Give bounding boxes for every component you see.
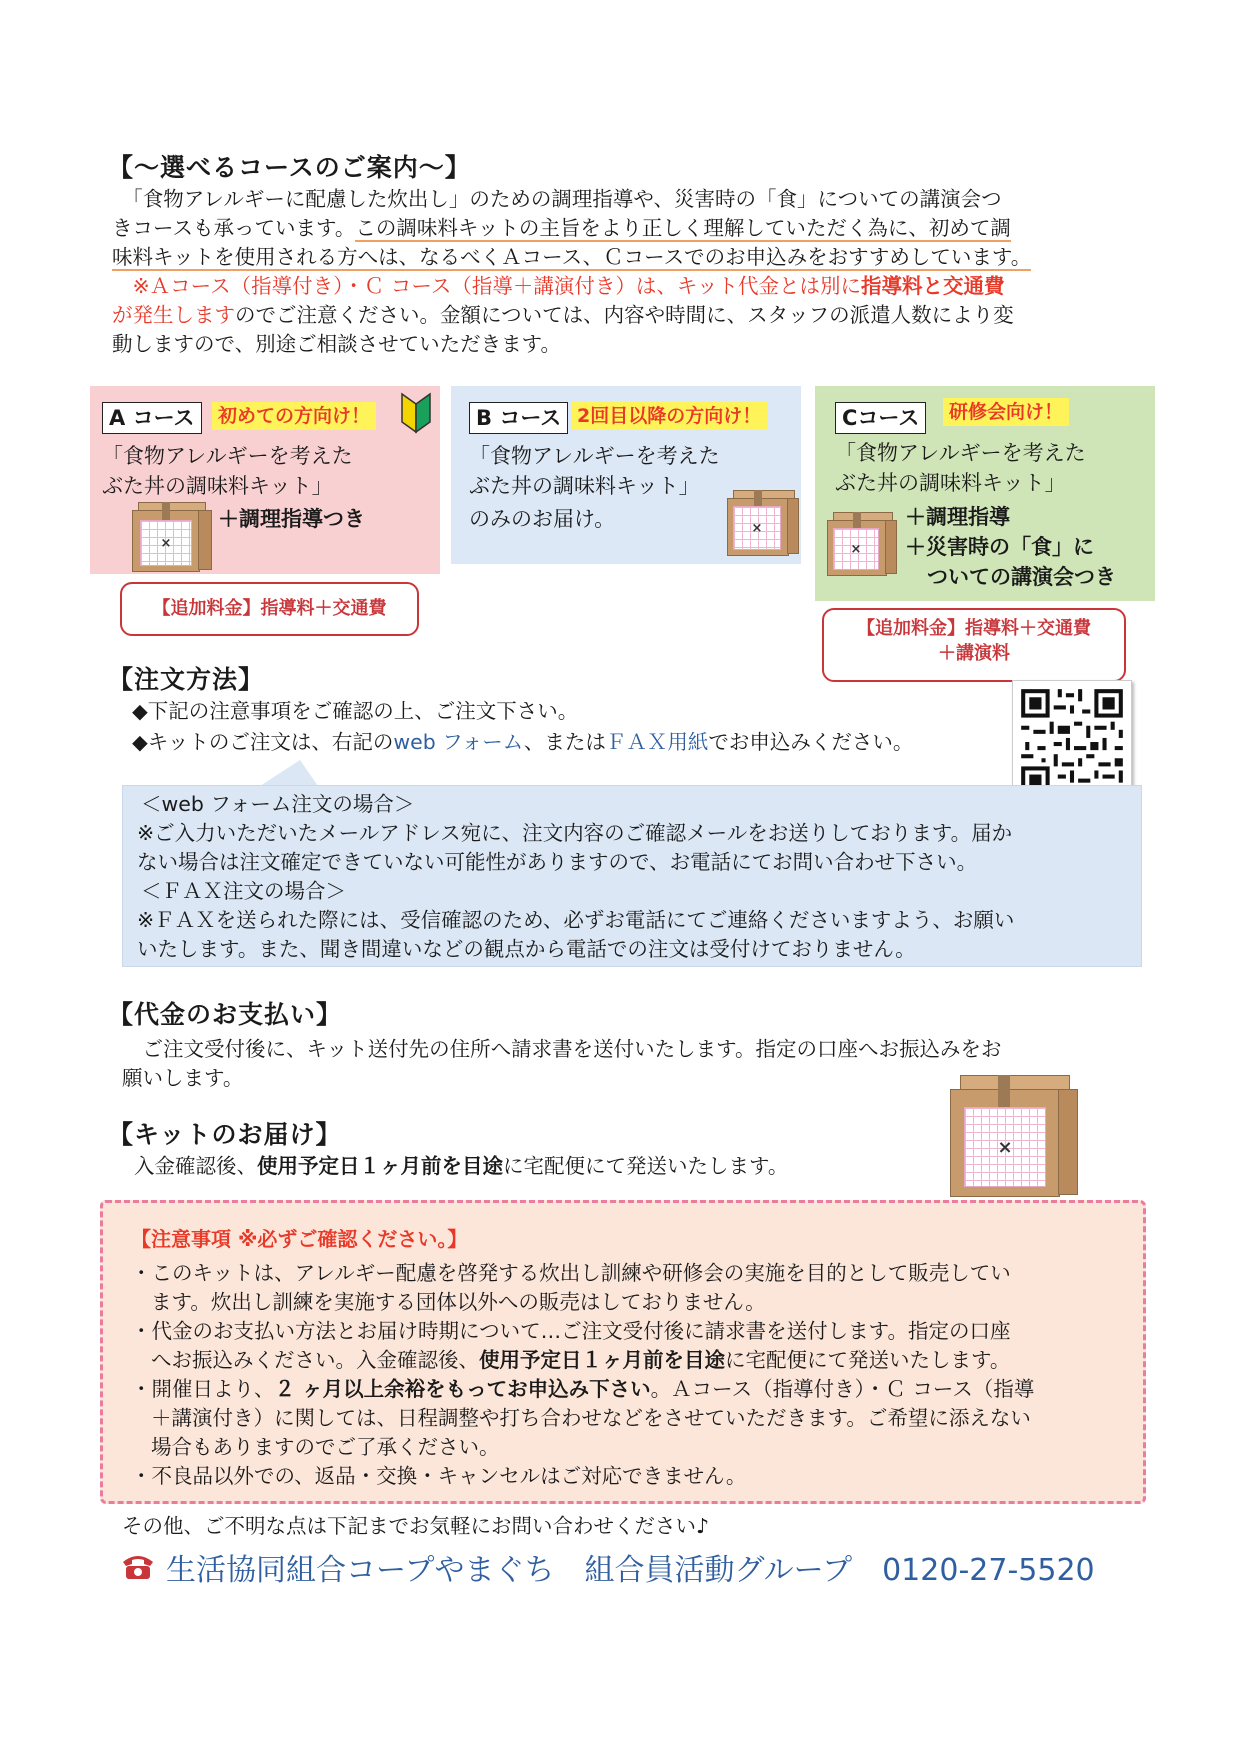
notice-heading: 【注意事項 ※必ずご確認ください。】: [131, 1227, 468, 1251]
web-order-heading: ＜web フォーム注文の場合＞: [141, 792, 415, 816]
kit-box-icon: ×: [950, 1075, 1080, 1200]
course-c-card: [815, 386, 1155, 601]
courses-intro: 「食物アレルギーに配慮した炊出し」のための調理指導や、災害時の「食」についての講演会つ きコースも承っています。この調味料キットの主旨をより正しく理解していただく為に、初めて調 味料キットを使用される方へは、なるべくＡコース、Ｃコースでのお申込みをおすすめしています。 ※Ａコース（指導付き）・Ｃ コース（指導＋講演付き）は、キット代金とは別に指導料と交通費 が発生しますのでご注意ください。金額については、内容や時間に、スタッフの派遣人数により変 動しますので、別途ご相談させていただきます。: [112, 187, 1032, 356]
beginner-mark-icon: [398, 392, 434, 434]
kit-box-icon: ×: [727, 490, 807, 560]
telephone-icon: [120, 1551, 156, 1581]
course-a-extra: ＋調理指導つき: [218, 507, 365, 531]
course-a-label: A コース: [102, 402, 202, 434]
organization-contact: 生活協同組合コープやまぐち 組合員活動グループ 0120-27-5520: [166, 1553, 1095, 1588]
course-b-tag: 2回目以降の方向け！: [571, 402, 767, 430]
course-a-tag: 初めての方向け！: [212, 402, 376, 430]
order-line-1: ◆下記の注意事項をご確認の上、ご注文下さい。: [132, 699, 579, 723]
courses-heading: 【～選べるコースのご案内～】: [108, 153, 471, 182]
course-a-title: 「食物アレルギーを考えた ぶた丼の調味料キット」: [102, 444, 353, 498]
web-form-link[interactable]: web フォーム: [393, 730, 524, 754]
course-b-card: [451, 386, 801, 564]
delivery-heading: 【キットのお届け】: [108, 1120, 342, 1149]
order-line-2: ◆キットのご注文は、右記のweb フォーム、またはＦＡＸ用紙でお申込みください。: [132, 730, 914, 754]
payment-text: ご注文受付後に、キット送付先の住所へ請求書を送付いたします。指定の口座へお振込みをお 願いします。: [122, 1037, 1002, 1090]
kit-box-icon: ×: [827, 512, 907, 582]
order-detail-box: ＜web フォーム注文の場合＞ ※ご入力いただいたメールアドレス宛に、注文内容のご確認メールをお送りしております。届か ない場合は注文確定できていない可能性がありますので、お電話にてお問い合わせ下さい。 ＜ＦＡＸ注文の場合＞ ※ＦＡＸを送られた際には、受信確認のため、必ずお電話にてご連絡くださいますよう、お願い いたします。また、聞き間違いなどの観点から電話での注文は受付けておりません。: [122, 785, 1142, 967]
notice-box: [100, 1200, 1146, 1504]
order-heading: 【注文方法】: [108, 665, 265, 694]
course-a-fee: 【追加料金】指導料＋交通費: [120, 582, 419, 636]
delivery-text: 入金確認後、使用予定日１ヶ月前を目途に宅配便にて発送いたします。: [134, 1154, 789, 1178]
fax-form-link[interactable]: ＦＡＸ用紙: [605, 730, 709, 754]
payment-heading: 【代金のお支払い】: [108, 1000, 343, 1029]
course-b-title: 「食物アレルギーを考えた ぶた丼の調味料キット」: [469, 444, 720, 498]
course-b-label: B コース: [469, 402, 568, 434]
course-c-fee: 【追加料金】指導料＋交通費 ＋講演料: [822, 608, 1126, 682]
inquiry-text: その他、ご不明な点は下記までお気軽にお問い合わせください♪: [122, 1514, 710, 1538]
course-c-extra: ＋調理指導 ＋災害時の「食」に ついての講演会つき: [905, 505, 1116, 589]
bubble-pointer: [260, 760, 320, 786]
course-a-card: [90, 386, 440, 574]
course-c-label: Cコース: [835, 402, 926, 434]
notice-list: ・このキットは、アレルギー配慮を啓発する炊出し訓練や研修会の実施を目的として販売してい ます。炊出し訓練を実施する団体以外への販売はしておりません。 ・代金のお支払い方法とお届け時期について…ご注文受付後に請求書を送付します。指定の口座 へお振込みください。入金確認後、使用予定日１ヶ月前を目途に宅配便にて発送いたします。 ・開催日より、２ ヶ月以上余裕をもってお申込み下さい。Ａコース（指導付き）・Ｃ コース（指導 ＋講演付き）に関しては、日程調整や打ち合わせなどをさせていただきます。ご希望に添えない 場合もありますのでご了承ください。 ・不良品以外での、返品・交換・キャンセルはご対応できません。: [131, 1261, 1035, 1488]
course-b-extra: のみのお届け。: [469, 507, 616, 531]
fax-order-heading: ＜ＦＡＸ注文の場合＞: [141, 879, 346, 903]
course-c-title: 「食物アレルギーを考えた ぶた丼の調味料キット」: [835, 441, 1086, 495]
kit-box-icon: ×: [132, 502, 212, 572]
course-c-tag: 研修会向け！: [943, 398, 1069, 426]
